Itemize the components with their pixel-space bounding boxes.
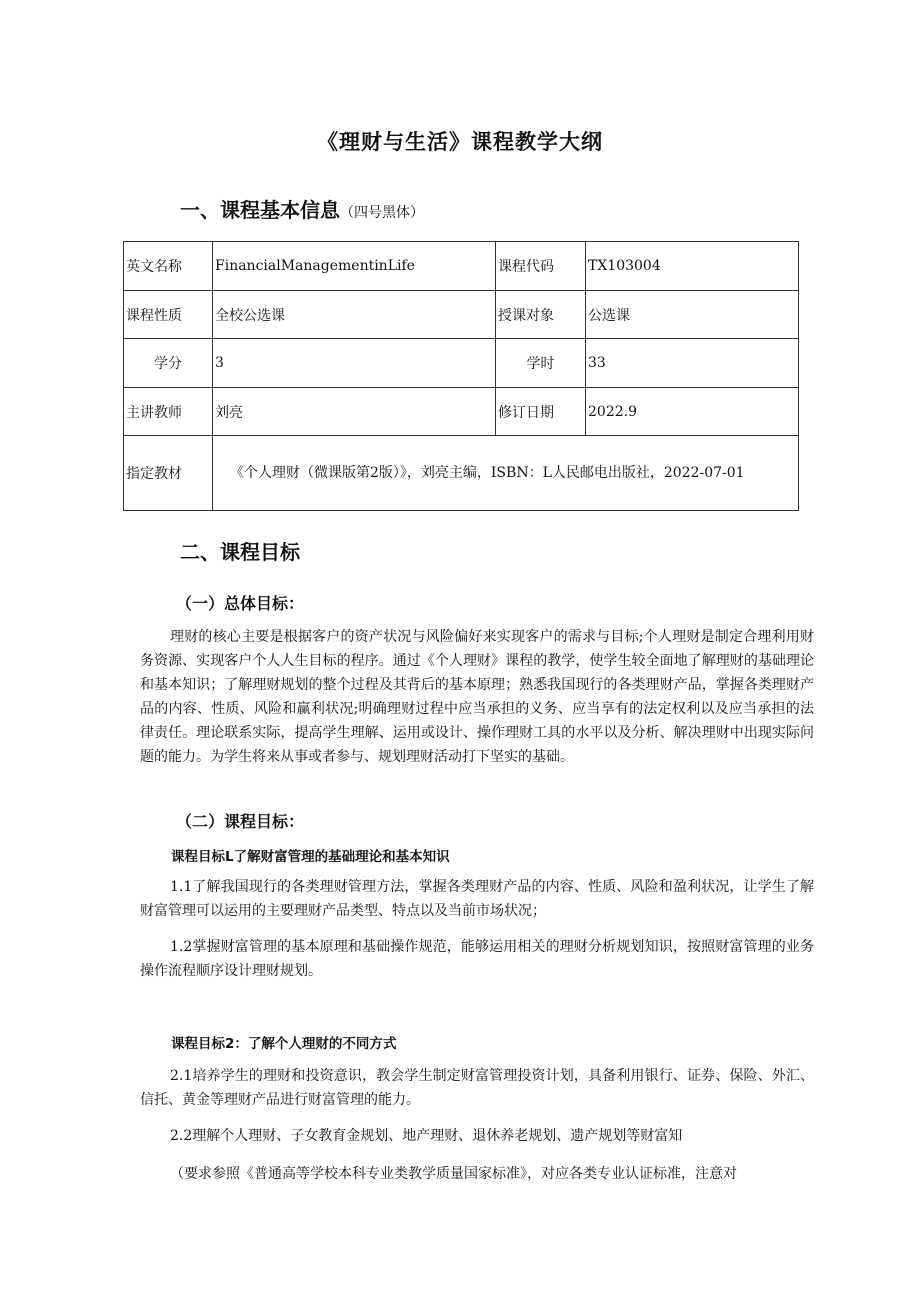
value-course-type: 全校公选课 [213,291,496,339]
value-course-code: TX103004 [586,242,799,291]
label-course-type: 课程性质 [124,291,213,339]
section-heading-note: （四号黑体） [340,205,424,221]
table-row [124,436,799,511]
table-row [124,388,799,436]
value-lecturer: 刘亮 [213,388,496,436]
goal1-item1: 1.1了解我国现行的各类理财管理方法，掌握各类理财产品的内容、性质、风险和盈利状况，让学生了解财富管理可以运用的主要理财产品类型、特点以及当前市场状况； [140,879,814,919]
label-audience: 授课对象 [496,291,586,339]
subheading-overall-goal: （一）总体目标： [176,594,305,613]
table-row [124,242,799,291]
overall-goal-paragraph: 理财的核心主要是根据客户的资产状况与风险偏好来实现客户的需求与目标;个人理财是制定合理利用财务资源、实现客户个人人生目标的程序。通过《个人理财》课程的教学，使学生较全面地了解理财的基础理论和基本知识；了解理财规划的整个过程及其背后的基本原理；熟悉我国现行的各类理财产品，掌握各类理财产品的内容、性质、风险和赢利状况;明确理财过程中应当承担的义务、应当享有的法定权利以及应当承担的法律责任。理论联系实际，提高学生理解、运用或设计、操作理财工具的水平以及分析、解决理财中出现实际问题的能力。为学生将来从事或者参与、规划理财活动打下坚实的基础。 [140,629,814,765]
goal2-item2: 2.2理解个人理财、子女教育金规划、地产理财、退休养老规划、遗产规划等财富知 [170,1128,683,1144]
value-credits: 3 [213,339,496,388]
label-english-name: 英文名称 [124,242,213,291]
goal1-title: 课程目标L了解财富管理的基础理论和基本知识 [171,849,450,865]
label-hours: 学时 [496,339,586,388]
label-revision-date: 修订日期 [496,388,586,436]
table-row [124,339,799,388]
value-textbook: 《个人理财（微课版第2版）》，刘亮主编，ISBN：L人民邮电出版社，2022-07-01 [213,436,799,511]
section-heading-objectives: 二、课程目标 [180,540,300,564]
requirement-note: （要求参照《普通高等学校本科专业类教学质量国家标准》，对应各类专业认证标准，注意对 [170,1166,737,1182]
label-lecturer: 主讲教师 [124,388,213,436]
document-title: 《理财与生活》课程教学大纲 [317,130,603,154]
value-english-name: FinancialManagementinLife [213,242,496,291]
value-hours: 33 [586,339,799,388]
goal2-title: 课程目标2：了解个人理财的不同方式 [171,1036,397,1052]
value-revision-date: 2022.9 [586,388,799,436]
section-heading-basic-info [180,194,424,223]
label-course-code: 课程代码 [496,242,586,291]
subheading-course-goals: （二）课程目标： [176,812,305,831]
table-row [124,291,799,339]
course-info-table [123,241,799,511]
label-credits: 学分 [124,339,213,388]
goal2-item1: 2.1培养学生的理财和投资意识，教会学生制定财富管理投资计划，具备利用银行、证券、保险、外汇、信托、黄金等理财产品进行财富管理的能力。 [140,1068,814,1108]
value-audience: 公选课 [586,291,799,339]
goal1-item2: 1.2掌握财富管理的基本原理和基础操作规范，能够运用相关的理财分析规划知识，按照财富管理的业务操作流程顺序设计理财规划。 [140,939,814,979]
label-textbook: 指定教材 [124,436,213,511]
section-heading-text: 一、课程基本信息 [180,198,340,222]
